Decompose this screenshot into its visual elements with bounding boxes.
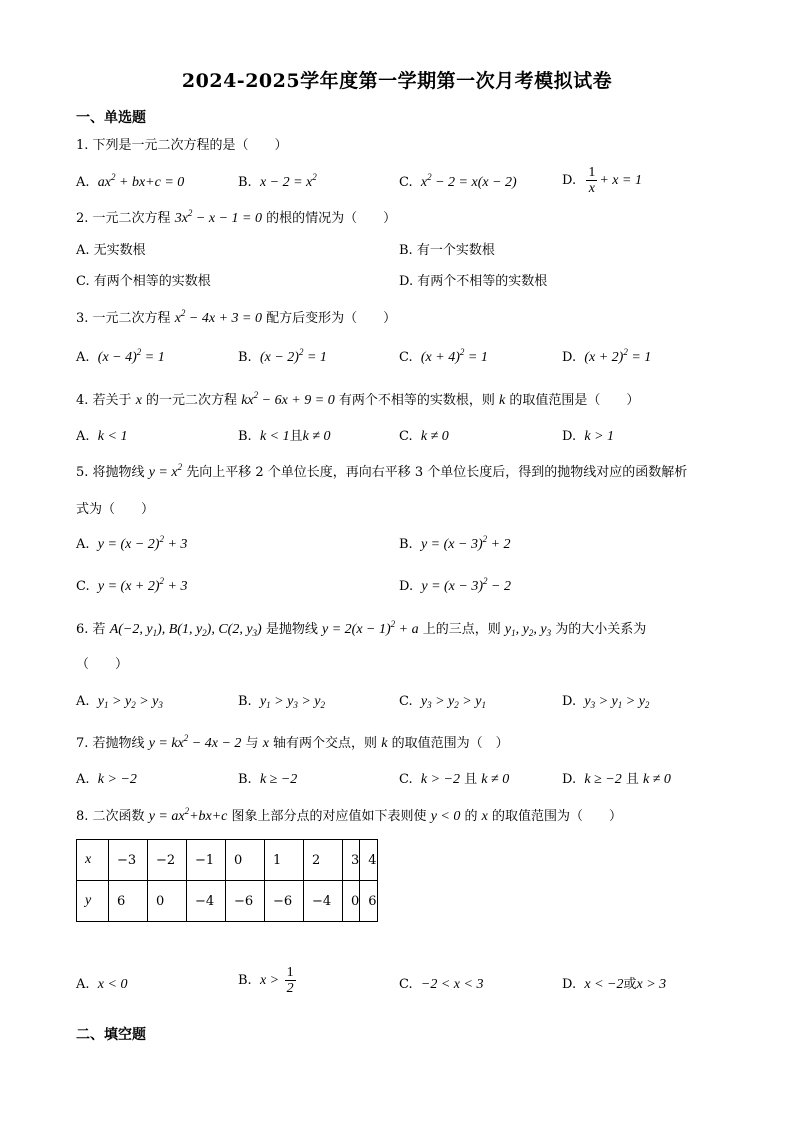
question-5-line-2: 式为（ ） [76, 502, 155, 517]
question-1: 1. 下列是一元二次方程的是（ ） [76, 138, 288, 153]
question-4: 4. 若关于 x 的一元二次方程 $kx^2 - 6x + 9 = 0$ 有两个不相等的实数根，则 k 的取值范围是（ ） [76, 390, 640, 408]
table-cell: −4 [187, 881, 226, 922]
q4-option-a: A. k < 1 [76, 429, 128, 444]
table-row-y [77, 881, 378, 922]
q8-option-c: C. −2 < x < 3 [399, 977, 484, 992]
question-5: 5. 将抛物线 $y = x^2$ 先向上平移 2 个单位长度，再向右平移 3 个单位长度后，得到的抛物线对应的函数解析 [76, 462, 688, 480]
q5-option-d: D. $y = (x - 3)^2 - 2$ [399, 576, 511, 594]
q7-option-d: D. k ≥ −2 且 k ≠ 0 [562, 772, 671, 787]
question-7: 7. 若抛物线 $y = kx^2 - 4x - 2$ 与 x 轴有两个交点，则 k 的取值范围为（ ） [76, 733, 509, 751]
q4-option-d: D. k > 1 [562, 429, 615, 444]
question-3: 3. 一元二次方程 $x^2 - 4x + 3 = 0$ 配方后变形为（ ） [76, 308, 397, 326]
section-fill-in-blank: 二、填空题 [76, 1027, 146, 1043]
table-cell: 2 [304, 840, 343, 881]
q5-option-a: A. $y = (x - 2)^2 + 3$ [76, 534, 188, 552]
table-cell: 6 [360, 881, 377, 922]
table-cell: −4 [304, 881, 343, 922]
q1-option-b: B. $x - 2 = x^2$ [238, 172, 317, 190]
table-header-x: x [77, 840, 109, 881]
q3-option-d: D. $(x + 2)^2 = 1$ [562, 347, 652, 365]
q8-option-d: D. x < −2或x > 3 [562, 977, 667, 992]
question-2: 2. 一元二次方程 $3x^2 - x - 1 = 0$ 的根的情况为（ ） [76, 208, 397, 226]
table-cell: 0 [148, 881, 187, 922]
table-cell: −2 [148, 840, 187, 881]
page-title: 2024-2025学年度第一学期第一次月考模拟试卷 [181, 70, 613, 92]
q5-option-c: C. $y = (x + 2)^2 + 3$ [76, 576, 188, 594]
question-8: 8. 二次函数 $y = ax^2+bx+c$ 图象上部分点的对应值如下表则使 y < 0 的 x 的取值范围为（ ） [76, 806, 623, 824]
table-cell: 0 [343, 881, 360, 922]
table-cell: −6 [265, 881, 304, 922]
q3-option-b: B. $(x - 2)^2 = 1$ [238, 347, 327, 365]
q5-option-b: B. $y = (x - 3)^2 + 2$ [399, 534, 511, 552]
table-cell: −6 [226, 881, 265, 922]
q8-option-b: B. x > $\frac{1}{2}$ [238, 965, 294, 997]
table-cell: 0 [226, 840, 265, 881]
section-single-choice: 一、单选题 [76, 110, 146, 126]
q6-option-d: D. $y_3 > y_1 > y_2$ [562, 694, 650, 710]
q4-option-c: C. k ≠ 0 [399, 429, 449, 444]
q3-option-a: A. $(x - 4)^2 = 1$ [76, 347, 165, 365]
table-row-x [77, 840, 378, 881]
table-cell: 1 [265, 840, 304, 881]
question-6: 6. 若 A(−2, $y_1$), B(1, $y_2$), C(2, $y_3$) 是抛物线 $y = 2(x - 1)^2 + a$ 上的三点，则 $y_1$, $y_2$, $y_3$ 为的大小关系为 [76, 619, 647, 638]
table-header-y: y [77, 881, 109, 922]
q1-option-c: C. $x^2 - 2 = x(x - 2)$ [399, 172, 517, 190]
q8-option-a: A. x < 0 [76, 977, 128, 992]
q6-option-a: A. $y_1 > y_2 > y_3$ [76, 694, 163, 710]
q6-option-b: B. $y_1 > y_3 > y_2$ [238, 694, 326, 710]
q3-option-c: C. $(x + 4)^2 = 1$ [399, 347, 488, 365]
table-cell: −1 [187, 840, 226, 881]
q2-option-a: A. 无实数根 [76, 243, 146, 258]
q2-option-c: C. 有两个相等的实数根 [76, 274, 211, 289]
q1-option-a: A. $ax^2 + bx+c = 0$ [76, 172, 185, 190]
question-6-line-2: （ ） [76, 657, 129, 672]
table-cell: 3 [343, 840, 360, 881]
q4-option-b: B. k < 1且k ≠ 0 [238, 429, 331, 444]
table-cell: −3 [109, 840, 148, 881]
q6-option-c: C. $y_3 > y_2 > y_1$ [399, 694, 486, 710]
table-cell: 4 [360, 840, 377, 881]
q1-option-d: D. $\frac{1}{x}$ + x = 1 [562, 165, 642, 197]
value-table [76, 839, 378, 922]
q2-option-d: D. 有两个不相等的实数根 [399, 274, 548, 289]
q7-option-c: C. k > −2 且 k ≠ 0 [399, 772, 510, 787]
q2-option-b: B. 有一个实数根 [399, 243, 495, 258]
table-cell: 6 [109, 881, 148, 922]
q7-option-a: A. k > −2 [76, 772, 137, 787]
q7-option-b: B. k ≥ −2 [238, 772, 298, 787]
